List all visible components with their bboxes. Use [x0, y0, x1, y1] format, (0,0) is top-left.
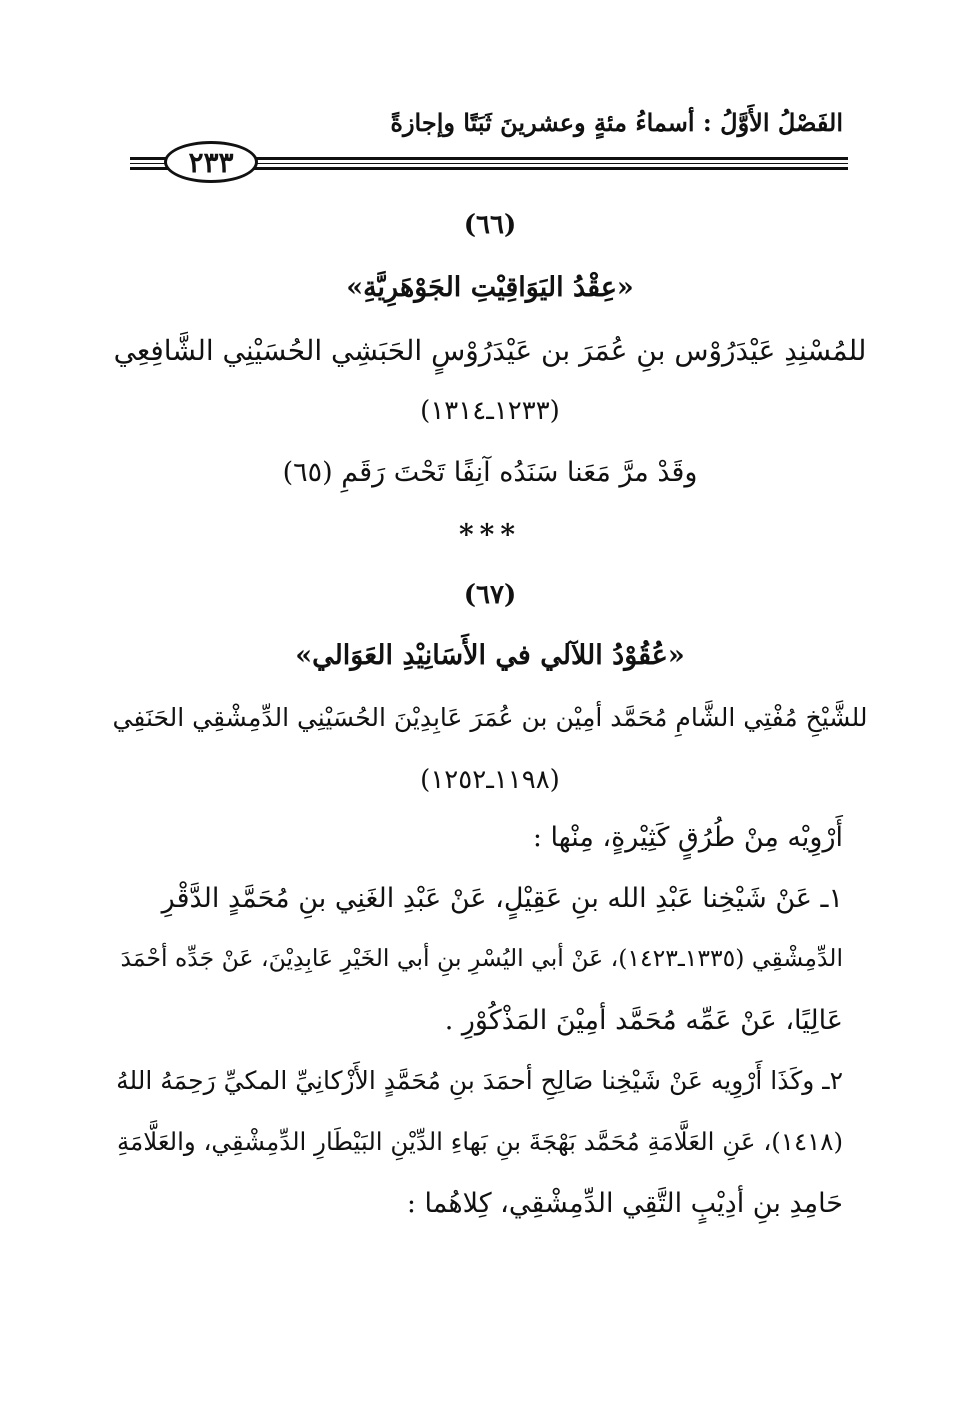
paragraph-2-line-3: حَامِدِ بنِ أدِيْبٍ التَّقِي الدِّمِشْقِي، كِلاهُما :	[406, 1188, 843, 1219]
paragraph-1-line-3: عَالِيًا، عَنْ عَمِّه مُحَمَّد أمِيْنَ المَذْكُوْرِ .	[444, 1005, 843, 1036]
entry-66-number: (٦٦)	[463, 210, 517, 240]
paragraph-1-line-1: ١ـ عَنْ شَيْخِنا عَبْدِ الله بنِ عَقِيْلٍ، عَنْ عَبْدِ الغَنِي بنِ مُحَمَّدٍ الدَّقْرِ	[161, 883, 843, 914]
entry-67-title: «عُقُوْدُ اللآلي في الأَسَانِيْدِ العَوَالي»	[295, 640, 685, 671]
entry-67-number: (٦٧)	[463, 580, 517, 610]
entry-66-author: للمُسْنِدِ عَيْدَرُوْس بنِ عُمَرَ بن عَيْدَرُوْسٍ الحَبَشِي الحُسَيْنِي الشَّافِعِي	[113, 334, 867, 367]
entry-67-dates: (١١٩٨ـ١٢٥٢)	[420, 765, 560, 795]
entry-66-dates: (١٢٣٣ـ١٣١٤)	[420, 396, 560, 426]
section-separator: ***	[459, 518, 521, 551]
paragraph-2-line-2: (١٤١٨)، عَنِ العَلَّامَةِ مُحَمَّد بَهْجَةَ بنِ بَهاءِ الدِّيْنِ البَيْطَارِ الدِّمِشْقِي، والعَلَّامَةِ	[116, 1127, 843, 1156]
paragraph-2-line-1: ٢ـ وكَذَا أَرْوِيه عَنْ شَيْخِنا صَالِحِ أحمَدَ بنِ مُحَمَّدٍ الأَزْكانِيِّ المكيِّ رَحِمَهُ اللهُ	[116, 1066, 843, 1095]
paragraph-1-line-2: الدِّمِشْقِي (١٣٣٥ـ١٤٢٣)، عَنْ أبي اليُسْرِ بنِ أبي الخَيْرِ عَابِدِيْنَ، عَنْ جَدِّه أحْمَدَ	[120, 944, 843, 972]
page-number: ٢٣٣	[164, 141, 258, 183]
entry-66-title: «عِقْدُ اليَوَاقِيْتِ الجَوْهَرِيَّةِ»	[346, 272, 634, 303]
entry-67-author: للشَّيْخِ مُفْتِي الشَّامِ مُحَمَّد أمِيْن بن عُمَرَ عَابِدِيْنَ الحُسَيْنِي الدِّمِشْقِي الحَنَفِي	[112, 703, 868, 732]
entry-66-note: وقَدْ مرَّ مَعَنا سَنَدُه آنِفًا تَحْتَ رَقَمِ (٦٥)	[282, 457, 698, 488]
entry-67-intro: أَرْوِيْه مِنْ طُرُقٍ كَثِيْرةٍ، مِنْها :	[532, 822, 843, 853]
chapter-running-header: الفَصْلُ الأَوَّلُ : أسماءُ مئةٍ وعشرينَ ثَبَتًا وإجازةً	[390, 108, 843, 137]
